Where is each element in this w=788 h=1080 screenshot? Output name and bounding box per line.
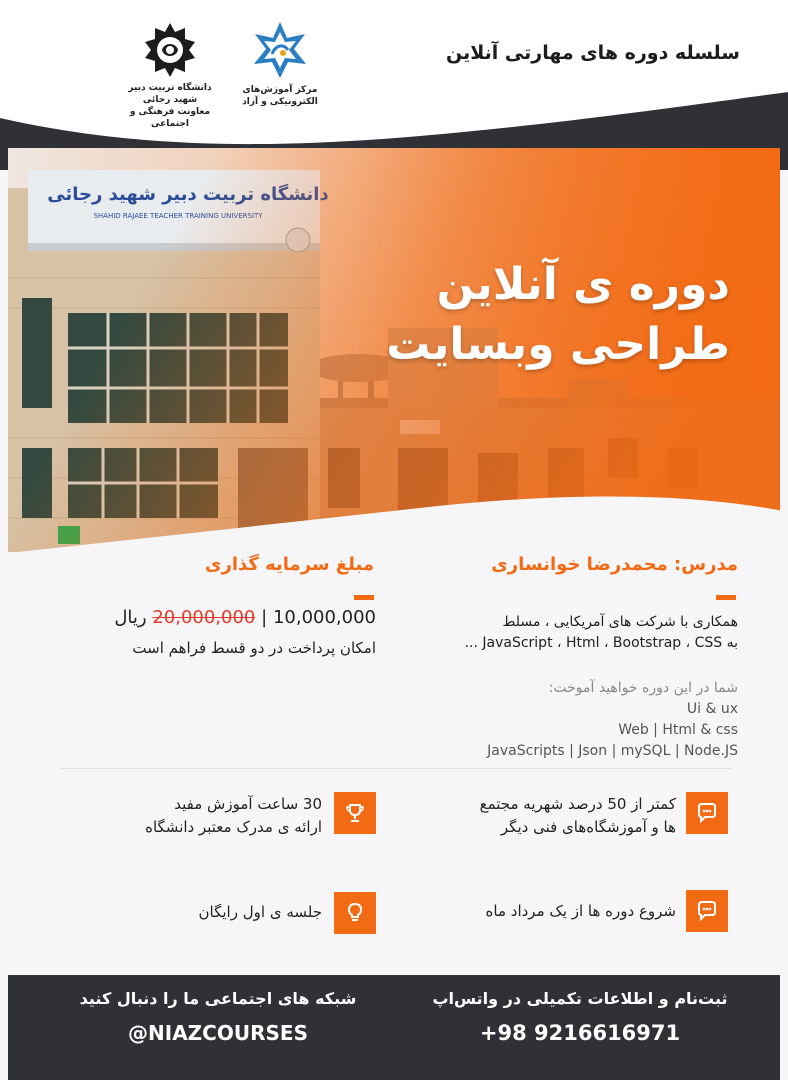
- feature-icon-chat: [686, 792, 728, 834]
- currency: ریال: [114, 607, 147, 628]
- instructor-bio: [408, 612, 738, 654]
- chat-bubble-icon: [696, 900, 718, 922]
- trophy-icon: [344, 802, 366, 824]
- price-separator: |: [261, 607, 268, 628]
- hero-title: [310, 255, 730, 375]
- feature-free-session: [22, 901, 322, 924]
- feature-icon-bulb: [334, 892, 376, 934]
- lightbulb-icon: [344, 902, 366, 924]
- university-logo-caption-1: دانشگاه تربیت دبیر شهید رجائی: [128, 83, 212, 105]
- feature-start-date-line1: شروع دوره ها از یک مرداد ماه: [485, 902, 676, 920]
- installment-note: امکان پرداخت در دو قسط فراهم است: [132, 639, 376, 657]
- elearning-logo-caption: مرکز آموزش‌های الکترونیکی و آزاد: [242, 85, 318, 107]
- instructor-bio-line2: به JavaScript ، Html ، Bootstrap ، CSS ...: [464, 635, 738, 651]
- learn-heading: شما در این دوره خواهید آموخت:: [548, 680, 738, 696]
- investment-heading-underline: [354, 595, 374, 600]
- social-handle[interactable]: @NIAZCOURSES: [128, 1021, 308, 1045]
- old-price: 20,000,000: [152, 607, 256, 628]
- instructor-bio-line1: همکاری با شرکت های آمریکایی ، مسلط: [502, 614, 738, 630]
- feature-free-session-line1: جلسه ی اول رایگان: [198, 903, 322, 921]
- feature-icon-trophy: [334, 792, 376, 834]
- investment-heading: مبلغ سرمایه گذاری: [204, 554, 374, 575]
- university-logo-caption-2: معاونت فرهنگی و اجتماعی: [129, 107, 211, 129]
- feature-tuition: [376, 793, 676, 839]
- learn-section: [398, 678, 738, 762]
- instructor-heading-underline: [716, 595, 736, 600]
- series-title-line1: سلسله دوره های مهارتی آنلاین: [446, 42, 740, 64]
- learn-item: Web | Html & css: [618, 722, 738, 738]
- section-divider: [60, 768, 732, 769]
- series-title: [410, 38, 740, 69]
- feature-start-date: [376, 900, 676, 923]
- university-emblem-icon: [142, 22, 198, 78]
- social-follow-label: شبکه های اجتماعی ما را دنبال کنید: [79, 989, 357, 1008]
- whatsapp-phone[interactable]: +98 9216616971: [479, 1021, 681, 1045]
- feature-hours-line1: 30 ساعت آموزش مفید: [174, 795, 322, 813]
- feature-tuition-line1: کمتر از 50 درصد شهریه مجتمع: [479, 795, 676, 813]
- feature-hours-line2: ارائه ی مدرک معتبر دانشگاه: [145, 818, 322, 836]
- new-price: 10,000,000: [272, 607, 376, 628]
- learn-item: Ui & ux: [686, 701, 738, 717]
- footer: [8, 975, 780, 1080]
- feature-icon-chat-2: [686, 890, 728, 932]
- elearning-star-icon: [250, 20, 310, 80]
- learn-item: JavaScripts | Json | mySQL | Node.JS: [487, 743, 738, 759]
- hero-title-line1: دوره ی آنلاین: [436, 259, 730, 310]
- instructor-heading: مدرس: محمدرضا خوانساری: [491, 554, 738, 575]
- price-line: [114, 607, 376, 628]
- elearning-center-logo: [240, 20, 320, 108]
- university-logo: [120, 22, 220, 130]
- header-white-wave: [0, 0, 788, 170]
- whatsapp-register-label: ثبت‌نام و اطلاعات تکمیلی در واتس‌اپ: [432, 989, 728, 1008]
- feature-hours: [22, 793, 322, 839]
- chat-bubble-icon: [696, 802, 718, 824]
- hero-title-line2: طراحی وبسایت: [386, 319, 730, 370]
- feature-tuition-line2: ها و آموزشگاه‌های فنی دیگر: [500, 818, 676, 836]
